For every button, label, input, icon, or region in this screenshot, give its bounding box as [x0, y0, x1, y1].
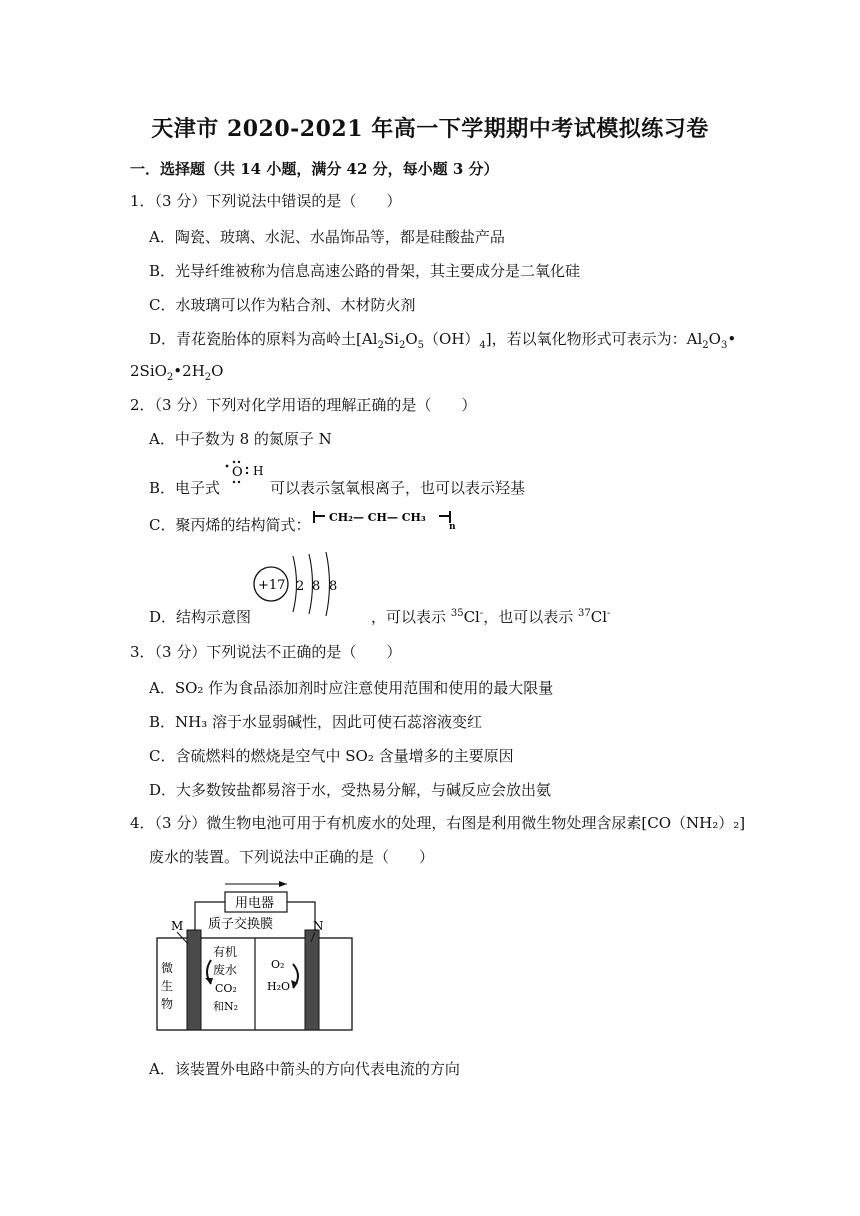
- question-3-option-d: D．大多数铵盐都易溶于水，受热易分解，与碱反应会放出氨: [149, 781, 552, 799]
- question-3-option-c: C．含硫燃料的燃烧是空气中 SO₂ 含量增多的主要原因: [149, 747, 514, 765]
- shell-1-count: 2: [296, 579, 305, 594]
- h2o-label: H₂O: [267, 980, 291, 993]
- question-1-option-d: D．青花瓷胎体的原料为高岭土$[Al_2Si_2O_5(OH)_4]$，若以氧化物形式可表示为：$Al_2O_3•$: [149, 330, 737, 351]
- electron-formula-hydroxide: [222, 460, 272, 490]
- shell-3-count: 8: [329, 579, 338, 594]
- question-1-stem: 1．（3 分）下列说法中错误的是（ ）: [130, 192, 402, 210]
- membrane-label: 质子交换膜: [208, 917, 274, 932]
- electrode-m-label: M: [171, 919, 184, 933]
- question-4-stem: 4．（3 分）微生物电池可用于有机废水的处理，右图是利用微生物处理含尿素[CO（NH₂）₂]: [130, 814, 746, 832]
- o2-label: O₂: [271, 958, 285, 971]
- question-1-option-a: A．陶瓷、玻璃、水泥、水晶饰品等，都是硅酸盐产品: [149, 228, 505, 246]
- question-2-option-d: D．结构示意图 ，可以表示 $^{35}$Cl-，也可以表示 $^{37}$Cl-: [149, 608, 611, 626]
- microbe-label-2: 生: [161, 979, 174, 993]
- page-title: 天津市 2020-2021 年高一下学期期中考试模拟练习卷: [151, 116, 709, 142]
- question-4-option-a: A．该装置外电路中箭头的方向代表电流的方向: [149, 1060, 460, 1078]
- co2-label: CO₂: [215, 982, 237, 995]
- nucleus-charge: +17: [258, 578, 286, 593]
- polypropylene-chain: CH₂— CH— CH₃: [329, 511, 426, 524]
- microbial-cell-figure: [155, 876, 355, 1036]
- question-2-option-a: A．中子数为 8 的氮原子 N: [149, 430, 332, 448]
- question-3-stem: 3．（3 分）下列说法不正确的是（ ）: [130, 643, 402, 661]
- question-2-stem: 2．（3 分）下列对化学用语的理解正确的是（ ）: [130, 396, 477, 414]
- shell-2-count: 8: [312, 579, 321, 594]
- question-2-option-b: B．电子式 可以表示氢氧根离子，也可以表示羟基: [149, 479, 526, 497]
- section-heading: 一．选择题（共 14 小题，满分 42 分，每小题 3 分）: [130, 160, 499, 178]
- question-1-option-c: C．水玻璃可以作为粘合剂、木材防火剂: [149, 296, 416, 314]
- question-4-stem-continued: 废水的装置。下列说法中正确的是（ ）: [149, 848, 435, 866]
- polypropylene-formula: [311, 509, 461, 531]
- electron-formula-o: O: [232, 465, 243, 480]
- question-3-option-b: B．NH₃ 溶于水显弱碱性，因此可使石蕊溶液变红: [149, 713, 483, 731]
- electron-formula-h: H: [253, 464, 264, 478]
- question-3-option-a: A．SO₂ 作为食品添加剂时应注意使用范围和使用的最大限量: [149, 679, 554, 697]
- question-1-option-d-continued: $2SiO_2•2H_2O$: [130, 362, 224, 383]
- wastewater-label: 废水: [213, 963, 238, 977]
- n2-label: 和N₂: [213, 1000, 239, 1013]
- microbe-label-3: 物: [161, 997, 174, 1011]
- microbe-label-1: 微: [161, 961, 174, 975]
- question-2-option-c: C．聚丙烯的结构简式：: [149, 516, 311, 534]
- device-label: 用电器: [235, 896, 275, 911]
- question-1-option-b: B．光导纤维被称为信息高速公路的骨架，其主要成分是二氧化硅: [149, 262, 581, 280]
- electrode-n-label: N: [313, 919, 324, 933]
- organic-label: 有机: [213, 945, 238, 959]
- polymer-n: n: [449, 522, 456, 531]
